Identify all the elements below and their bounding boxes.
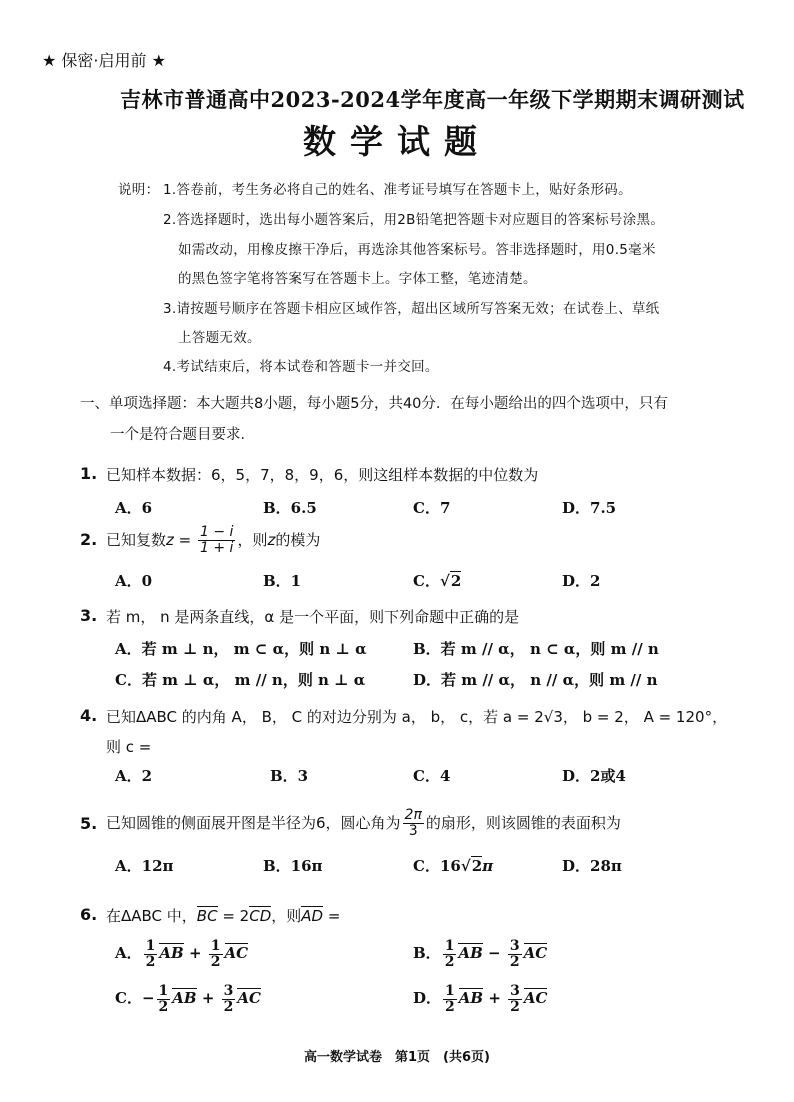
section-1-heading-cont: 一个是符合题目要求． [110,427,255,443]
page-footer: 高一数学试卷 第1页 (共6页) [304,1050,490,1065]
instruction-1: 1.答卷前，考生务必将自己的姓名、准考证号填写在答题卡上，贴好条形码。 [163,182,632,198]
q5-number: 5. [80,814,98,833]
q4-number: 4. [80,706,98,725]
q4-option-a: A．2 [115,767,153,785]
q6-option-b: B． $\frac{1}{2}$ AB − $\frac{3}{2}$ AC [413,937,548,970]
instructions-label: 说明： [118,182,160,198]
q6-option-a: A． $\frac{1}{2}$ AB + $\frac{1}{2}$ AC [115,937,249,970]
q1-stem: 已知样本数据：6，5，7，8，9，6，则这组样本数据的中位数为 [106,466,539,484]
q1-option-a: A．6 [115,499,153,517]
confidential-label: ★ 保密·启用前 ★ [42,51,166,70]
q6-stem: 在ΔABC 中，BC = 2CD，则AD = [106,907,341,925]
q3-number: 3. [80,606,98,625]
subject-title: 数学试题 [303,122,491,161]
instruction-3-cont: 上答题无效。 [178,330,261,346]
q3-stem: 若 m， n 是两条直线，α 是一个平面，则下列命题中正确的是 [106,608,520,626]
q5-option-b: B．16π [263,857,323,875]
q2-number: 2. [80,530,98,549]
q6-option-c: C．− $\frac{1}{2}$ AB + $\frac{3}{2}$ AC [115,982,261,1015]
q4-option-d: D．2或4 [562,767,626,785]
q5-option-c: C．16√2π [413,857,494,875]
q2-fraction: $\frac{1 - i}{1 + i}$ [200,524,234,556]
q3-option-a: A．若 m ⊥ n， m ⊂ α，则 n ⊥ α [115,640,367,658]
q3-option-d: D．若 m // α， n // α，则 m // n [413,671,658,689]
instruction-3: 3.请按题号顺序在答题卡相应区域作答，超出区域所写答案无效；在试卷上、草纸 [163,301,660,317]
q2-option-b: B．1 [263,572,302,590]
q2-option-c: C．√2 [413,572,462,590]
q6-option-d: D． $\frac{1}{2}$ AB + $\frac{3}{2}$ AC [413,982,548,1015]
q1-number: 1. [80,464,98,483]
q5-stem: 已知圆锥的侧面展开图是半径为6，圆心角为 $\frac{2\pi}{3}$ 的扇形，则该圆锥的表面积为 [106,807,621,839]
q1-option-c: C．7 [413,499,451,517]
q2-stem: 已知复数z = $\frac{1 - i}{1 + i}$ ，则z的模为 [106,524,321,556]
instruction-4: 4.考试结束后，将本试卷和答题卡一并交回。 [163,359,439,375]
q4-option-c: C．4 [413,767,451,785]
q3-option-c: C．若 m ⊥ α， m // n，则 n ⊥ α [115,671,366,689]
q5-option-d: D．28π [562,857,622,875]
instruction-2: 2.答选择题时，选出每小题答案后，用2B铅笔把答题卡对应题目的答案标号涂黑。 [163,212,665,228]
instruction-2-cont1: 如需改动，用橡皮擦干净后，再选涂其他答案标号。答非选择题时，用0.5毫米 [178,242,656,258]
q2-option-a: A．0 [115,572,153,590]
q1-option-b: B．6.5 [263,499,317,517]
q4-stem: 已知ΔABC 的内角 A， B， C 的对边分别为 a， b， c，若 a = 2√3， b = 2， A = 120°， [106,708,728,726]
q5-fraction: $\frac{2\pi}{3}$ [404,807,422,839]
school-exam-title: 吉林市普通高中2023-2024学年度高一年级下学期期末调研测试 [120,87,745,112]
q3-option-b: B．若 m // α， n ⊂ α，则 m // n [413,640,659,658]
instruction-2-cont2: 的黑色签字笔将答案写在答题卡上。字体工整，笔迹清楚。 [178,271,537,287]
q4-stem-cont: 则 c = [106,738,152,756]
q6-number: 6. [80,905,98,924]
q2-option-d: D．2 [562,572,601,590]
q4-option-b: B．3 [270,767,309,785]
section-1-heading: 一、单项选择题：本大题共8小题，每小题5分，共40分．在每小题给出的四个选项中，只有 [80,396,668,412]
q1-option-d: D．7.5 [562,499,617,517]
q5-option-a: A．12π [115,857,174,875]
